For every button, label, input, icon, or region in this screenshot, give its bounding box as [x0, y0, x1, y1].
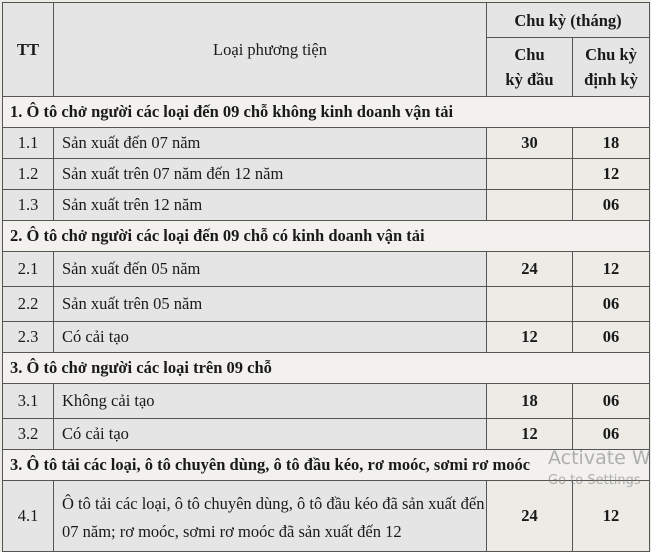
row-first-cycle — [487, 190, 573, 221]
row-first-cycle: 24 — [487, 481, 573, 552]
header-periodic-cycle — [573, 38, 650, 97]
table-row — [3, 384, 650, 419]
row-vehicle-type: Không cải tạo — [54, 384, 487, 419]
section-row — [3, 97, 650, 128]
header-vehicle-type: Loại phương tiện — [54, 3, 487, 97]
row-tt: 3.1 — [3, 384, 54, 419]
inspection-cycle-table — [2, 2, 650, 552]
row-vehicle-type: Có cải tạo — [54, 419, 487, 450]
row-first-cycle: 18 — [487, 384, 573, 419]
table-row — [3, 159, 650, 190]
header-first-cycle — [487, 38, 573, 97]
row-tt: 2.1 — [3, 252, 54, 287]
section-row — [3, 450, 650, 481]
section-row — [3, 221, 650, 252]
header-periodic-cycle-line1: Chu kỳ — [585, 45, 637, 64]
section-title: 3. Ô tô tải các loại, ô tô chuyên dùng, ô tô đầu kéo, rơ moóc, sơmi rơ moóc — [3, 450, 650, 481]
row-periodic-cycle: 06 — [573, 287, 650, 322]
row-vehicle-type: Sản xuất trên 12 năm — [54, 190, 487, 221]
row-first-cycle — [487, 287, 573, 322]
header-first-cycle-line1: Chu — [514, 45, 545, 64]
table-row — [3, 481, 650, 552]
table-row — [3, 419, 650, 450]
header-periodic-cycle-line2: định kỳ — [584, 70, 638, 89]
row-tt: 1.3 — [3, 190, 54, 221]
row-vehicle-type: Sản xuất đến 05 năm — [54, 252, 487, 287]
table-row — [3, 128, 650, 159]
row-first-cycle: 30 — [487, 128, 573, 159]
row-vehicle-type: Sản xuất trên 05 năm — [54, 287, 487, 322]
table-row — [3, 287, 650, 322]
row-periodic-cycle: 06 — [573, 190, 650, 221]
table-row — [3, 190, 650, 221]
row-periodic-cycle: 06 — [573, 419, 650, 450]
row-vehicle-type: Ô tô tải các loại, ô tô chuyên dùng, ô tô đầu kéo đã sản xuất đến 07 năm; rơ moóc, sơmi rơ moóc đã sản xuất đến 12 — [54, 481, 487, 552]
table-row — [3, 322, 650, 353]
table-row — [3, 252, 650, 287]
watermark-line2: Go to Settings — [548, 473, 641, 488]
row-periodic-cycle: 18 — [573, 128, 650, 159]
row-first-cycle — [487, 159, 573, 190]
row-tt: 2.3 — [3, 322, 54, 353]
header-first-cycle-line2: kỳ đầu — [505, 70, 554, 89]
header-tt: TT — [3, 3, 54, 97]
section-title: 2. Ô tô chở người các loại đến 09 chỗ có kinh doanh vận tải — [3, 221, 650, 252]
row-first-cycle: 12 — [487, 322, 573, 353]
row-periodic-cycle: 12 — [573, 252, 650, 287]
row-tt: 1.2 — [3, 159, 54, 190]
row-first-cycle: 12 — [487, 419, 573, 450]
row-vehicle-type: Sản xuất trên 07 năm đến 12 năm — [54, 159, 487, 190]
section-title: 1. Ô tô chở người các loại đến 09 chỗ không kinh doanh vận tải — [3, 97, 650, 128]
row-tt: 2.2 — [3, 287, 54, 322]
section-title: 3. Ô tô chở người các loại trên 09 chỗ — [3, 353, 650, 384]
row-periodic-cycle: 12 — [573, 159, 650, 190]
row-tt: 4.1 — [3, 481, 54, 552]
row-vehicle-type: Có cải tạo — [54, 322, 487, 353]
row-periodic-cycle: 12 — [573, 481, 650, 552]
row-tt: 1.1 — [3, 128, 54, 159]
header-cycle: Chu kỳ (tháng) — [487, 3, 650, 38]
row-vehicle-type: Sản xuất đến 07 năm — [54, 128, 487, 159]
row-periodic-cycle: 06 — [573, 322, 650, 353]
row-periodic-cycle: 06 — [573, 384, 650, 419]
row-tt: 3.2 — [3, 419, 54, 450]
section-row — [3, 353, 650, 384]
watermark-line1: Activate W — [548, 447, 651, 469]
row-first-cycle: 24 — [487, 252, 573, 287]
